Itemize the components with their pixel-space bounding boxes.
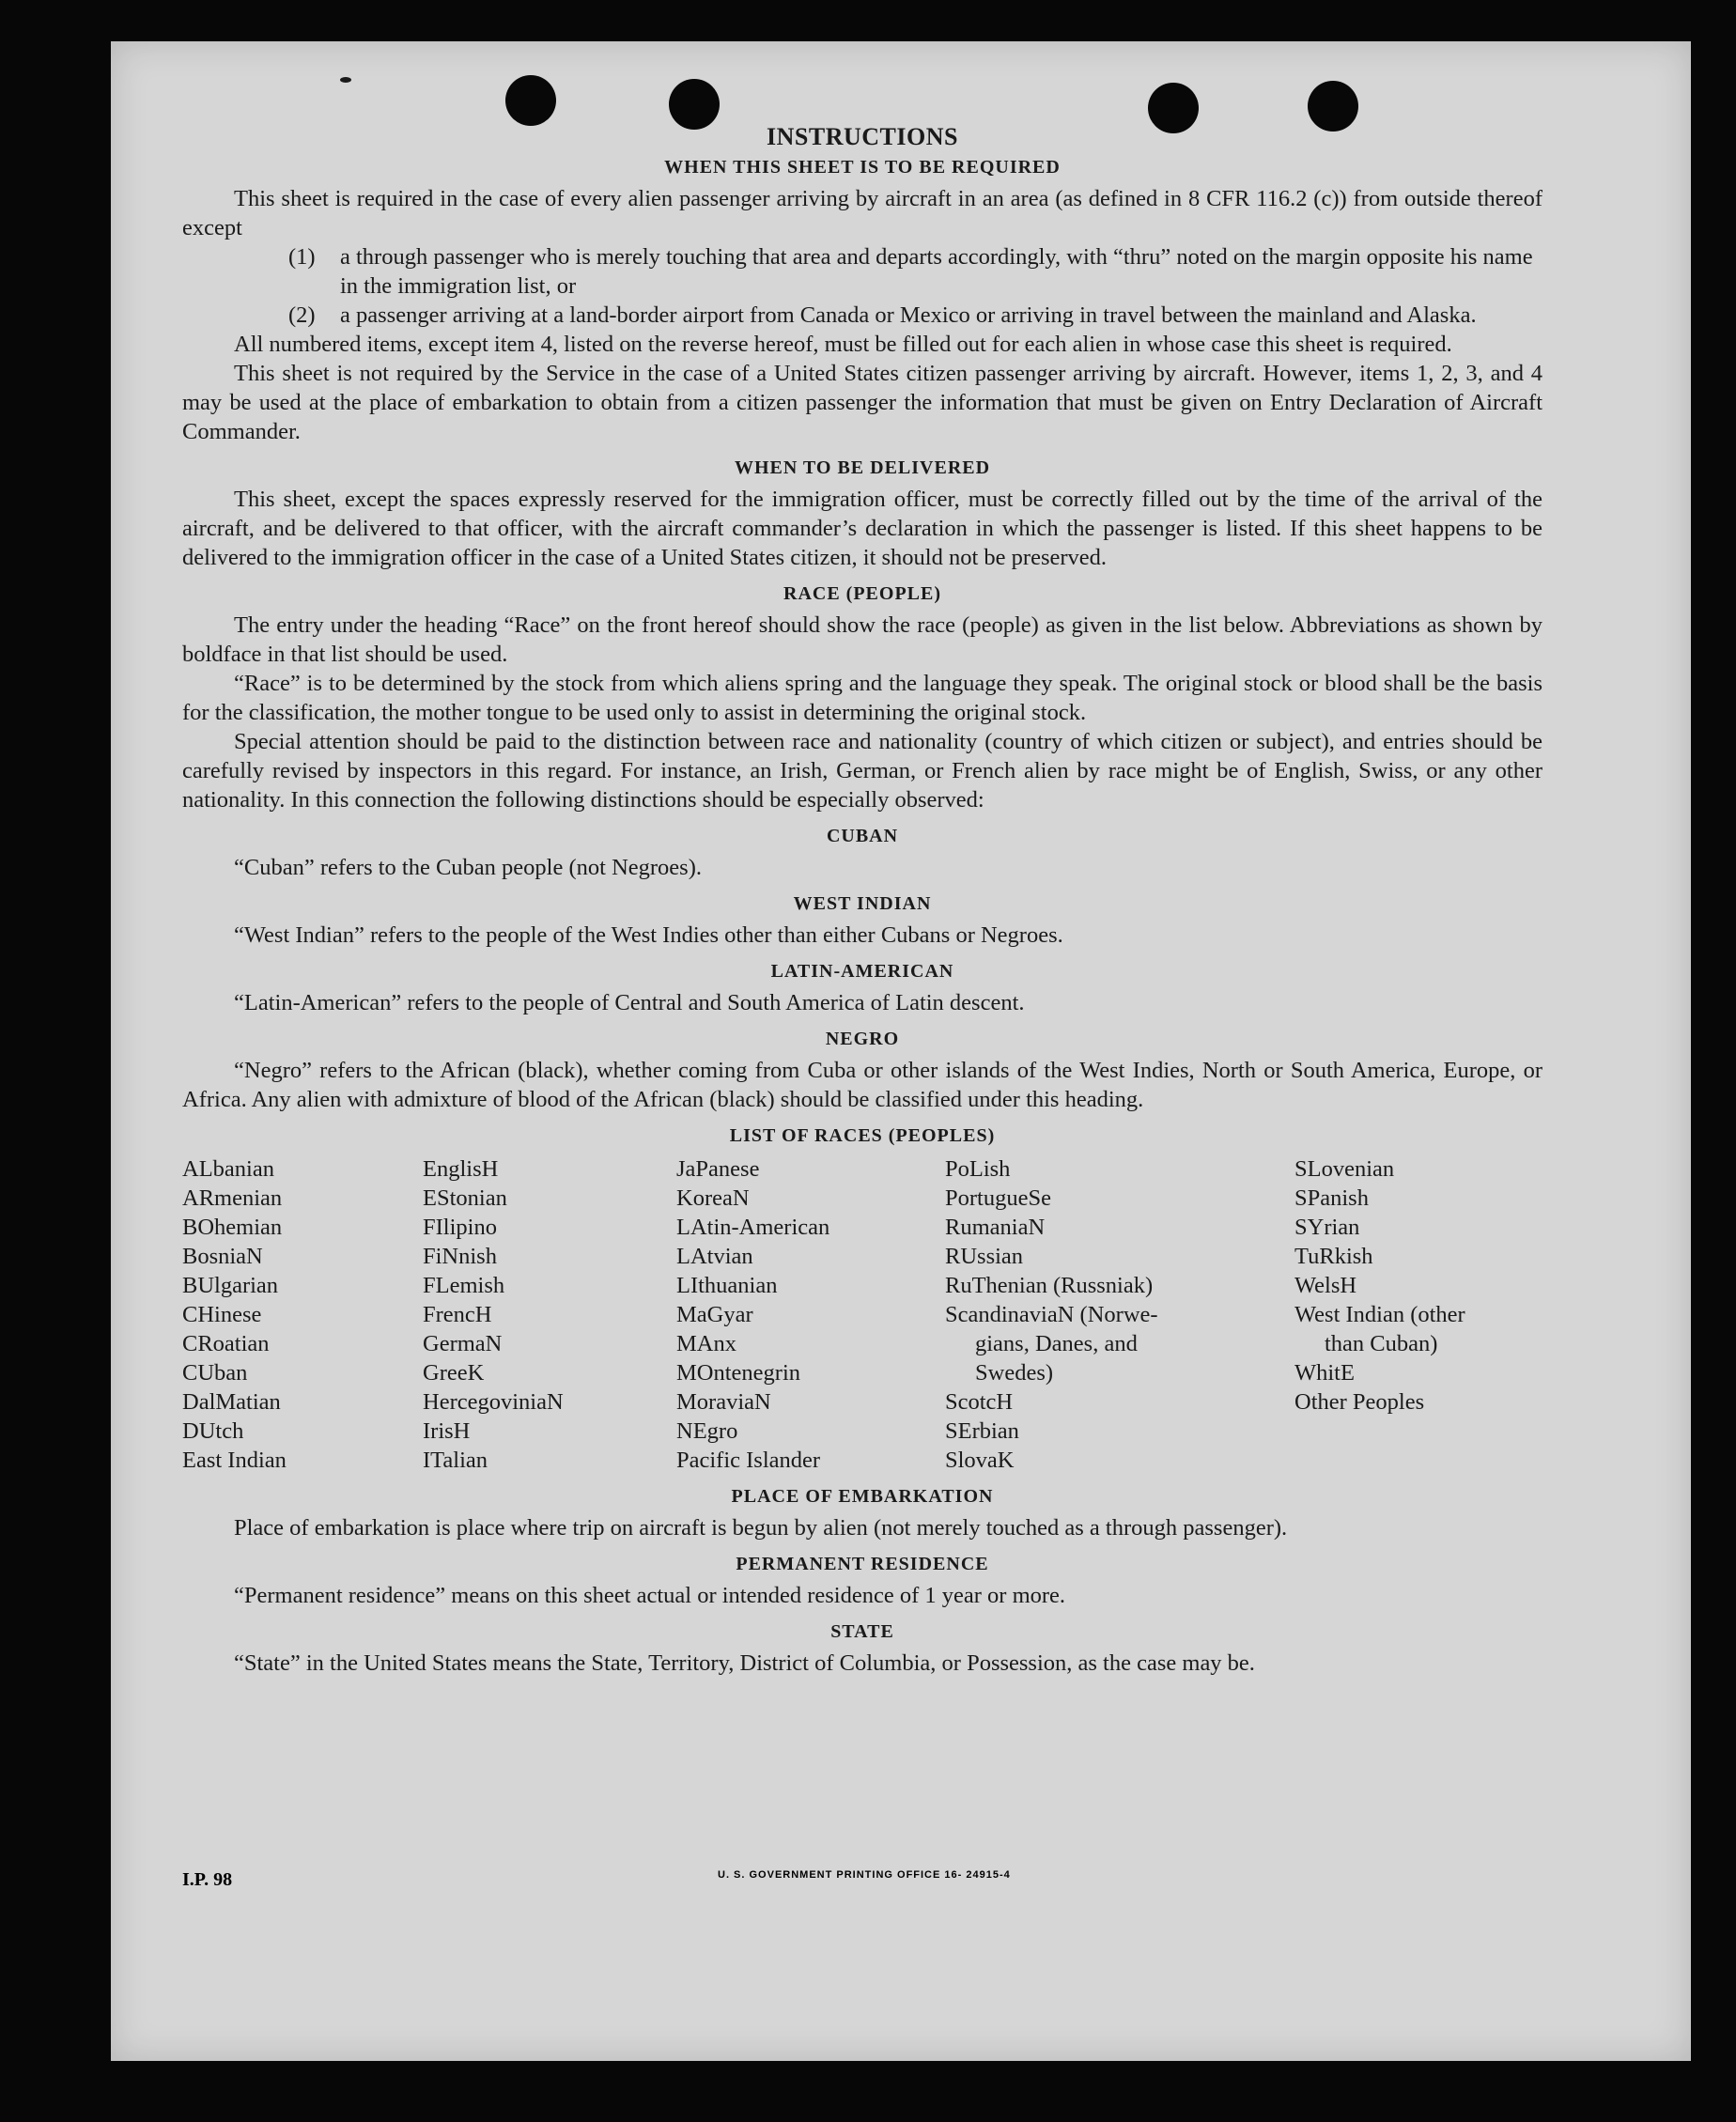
race-entry: than Cuban) [1325,1331,1438,1356]
race-entry: RuThenian (Russniak) [945,1273,1154,1298]
race-entry: ScandinaviaN (Norwe- [945,1302,1158,1327]
race-entry: ARmenian [182,1185,283,1211]
races-list [182,1154,1542,1475]
race-entry: FIlipino [423,1215,497,1240]
paragraph: “Latin-American” refers to the people of Central and South America of Latin descent. [234,990,1025,1015]
races-column [423,1154,676,1475]
race-entry: GermaN [423,1331,503,1356]
race-entry: LAtvian [676,1244,753,1269]
section-heading: NEGRO [825,1029,900,1049]
race-entry: FiNnish [423,1244,497,1269]
race-entry: EnglisH [423,1156,499,1182]
section-heading: PERMANENT RESIDENCE [736,1554,989,1574]
paragraph: This sheet is required in the case of every alien passenger arriving by aircraft in an area (as defined in 8 CFR 116.2 (c)) from outside thereof except [182,186,1542,240]
race-entry: RUssian [945,1244,1024,1269]
race-entry: LIthuanian [676,1273,778,1298]
document-page [111,41,1691,2061]
race-entry: SErbian [945,1418,1019,1444]
race-entry: RumaniaN [945,1215,1046,1240]
race-entry: WhitE [1294,1360,1355,1386]
paragraph: Special attention should be paid to the distinction between race and nationality (country of which citizen or subject), and entries should be carefully revised by inspectors in this regard. For instance, an Irish, German, or French alien by race might be of English, Swiss, or any other nationality. In this connection the following distinctions should be especially observed: [182,729,1542,813]
paragraph: All numbered items, except item 4, listed on the reverse hereof, must be filled out for each alien in whose case this sheet is required. [234,332,1452,357]
race-entry: Swedes) [975,1360,1054,1386]
paragraph: This sheet, except the spaces expressly reserved for the immigration officer, must be correctly filled out by the time of the arrival of the aircraft, and be delivered to that officer, with the aircraft commander’s declaration in which the passenger is listed. If this sheet happens to be delivered to the immigration officer in the case of a United States citizen, it should not be preserved. [182,487,1542,570]
page-footer [182,1869,1542,1891]
races-column [945,1154,1294,1475]
item-number: (1) [288,244,316,270]
race-entry: MAnx [676,1331,736,1356]
paragraph: This sheet is not required by the Service in the case of a United States citizen passenger arriving by aircraft. However, items 1, 2, 3, and 4 may be used at the place of embarkation to obtain from a citizen passenger the information that must be given on Entry Declaration of Aircraft Commander. [182,361,1542,444]
race-entry: CRoatian [182,1331,270,1356]
section-heading: WHEN TO BE DELIVERED [734,457,991,478]
paragraph: “West Indian” refers to the people of the West Indies other than either Cubans or Negroes. [234,922,1063,948]
section-heading: WEST INDIAN [793,893,932,914]
race-entry: KoreaN [676,1185,750,1211]
paragraph: “State” in the United States means the State, Territory, District of Columbia, or Possession, as the case may be. [234,1650,1255,1676]
section-heading: LIST OF RACES (PEOPLES) [729,1125,996,1146]
paragraph: “Permanent residence” means on this sheet actual or intended residence of 1 year or more. [234,1583,1066,1608]
section-heading: WHEN THIS SHEET IS TO BE REQUIRED [664,157,1061,178]
race-entry: TuRkish [1294,1244,1373,1269]
section-heading: CUBAN [826,826,899,846]
form-number: I.P. 98 [182,1869,233,1890]
race-entry: DalMatian [182,1389,281,1415]
race-entry: IrisH [423,1418,471,1444]
races-column [182,1154,423,1475]
item-text: a through passenger who is merely touching that area and departs accordingly, with “thru” noted on the margin opposite his name in the immigration list, or [340,244,1533,299]
races-column [676,1154,945,1475]
race-entry: SYrian [1294,1215,1360,1240]
race-entry: EStonian [423,1185,507,1211]
race-entry: CHinese [182,1302,262,1327]
race-entry: West Indian (other [1294,1302,1465,1327]
race-entry: SPanish [1294,1185,1369,1211]
paragraph: “Race” is to be determined by the stock from which aliens spring and the language they speak. The original stock or blood shall be the basis for the classification, the mother tongue to be used only to assist in determining the original stock. [182,671,1542,725]
race-entry: BUlgarian [182,1273,279,1298]
race-entry: BosniaN [182,1244,263,1269]
paragraph: The entry under the heading “Race” on the front hereof should show the race (people) as given in the list below. Abbreviations as shown by boldface in that list should be used. [182,612,1542,667]
printer-imprint: U. S. GOVERNMENT PRINTING OFFICE 16- 24915-4 [718,1869,1011,1881]
race-entry: Pacific Islander [676,1448,821,1473]
paragraph: “Negro” refers to the African (black), whether coming from Cuba or other islands of the West Indies, North or South America, Europe, or Africa. Any alien with admixture of blood of the African (black) should be classified under this heading. [182,1058,1542,1112]
section-heading: RACE (PEOPLE) [783,583,941,604]
instructions-body [182,122,1542,1678]
races-column [1294,1154,1542,1475]
race-entry: MaGyar [676,1302,753,1327]
race-entry: FrencH [423,1302,492,1327]
race-entry: MOntenegrin [676,1360,800,1386]
item-text: a passenger arriving at a land-border airport from Canada or Mexico or arriving in travel between the mainland and Alaska. [340,302,1477,328]
race-entry: HercegoviniaN [423,1389,564,1415]
race-entry: LAtin-American [676,1215,830,1240]
race-entry: Other Peoples [1294,1389,1425,1415]
race-entry: FLemish [423,1273,505,1298]
paragraph: Place of embarkation is place where trip on aircraft is begun by alien (not merely touched as a through passenger). [234,1515,1288,1541]
item-number: (2) [288,302,316,328]
race-entry: ALbanian [182,1156,274,1182]
race-entry: ScotcH [945,1389,1014,1415]
race-entry: ITalian [423,1448,488,1473]
section-heading: PLACE OF EMBARKATION [731,1486,994,1507]
race-entry: SLovenian [1294,1156,1395,1182]
race-entry: GreeK [423,1360,485,1386]
race-entry: WelsH [1294,1273,1357,1298]
section-heading: STATE [830,1621,894,1642]
race-entry: NEgro [676,1418,738,1444]
list-item [288,242,1542,301]
race-entry: gians, Danes, and [975,1331,1138,1356]
paragraph: “Cuban” refers to the Cuban people (not Negroes). [234,855,702,880]
section-heading: LATIN-AMERICAN [770,961,954,982]
race-entry: JaPanese [676,1156,760,1182]
race-entry: PortugueSe [945,1185,1051,1211]
page-title: INSTRUCTIONS [767,123,958,150]
race-entry: East Indian [182,1448,287,1473]
race-entry: PoLish [945,1156,1011,1182]
race-entry: SlovaK [945,1448,1015,1473]
list-item [288,301,1542,330]
race-entry: DUtch [182,1418,244,1444]
race-entry: BOhemian [182,1215,283,1240]
race-entry: MoraviaN [676,1389,771,1415]
race-entry: CUban [182,1360,248,1386]
punch-hole [505,75,556,126]
